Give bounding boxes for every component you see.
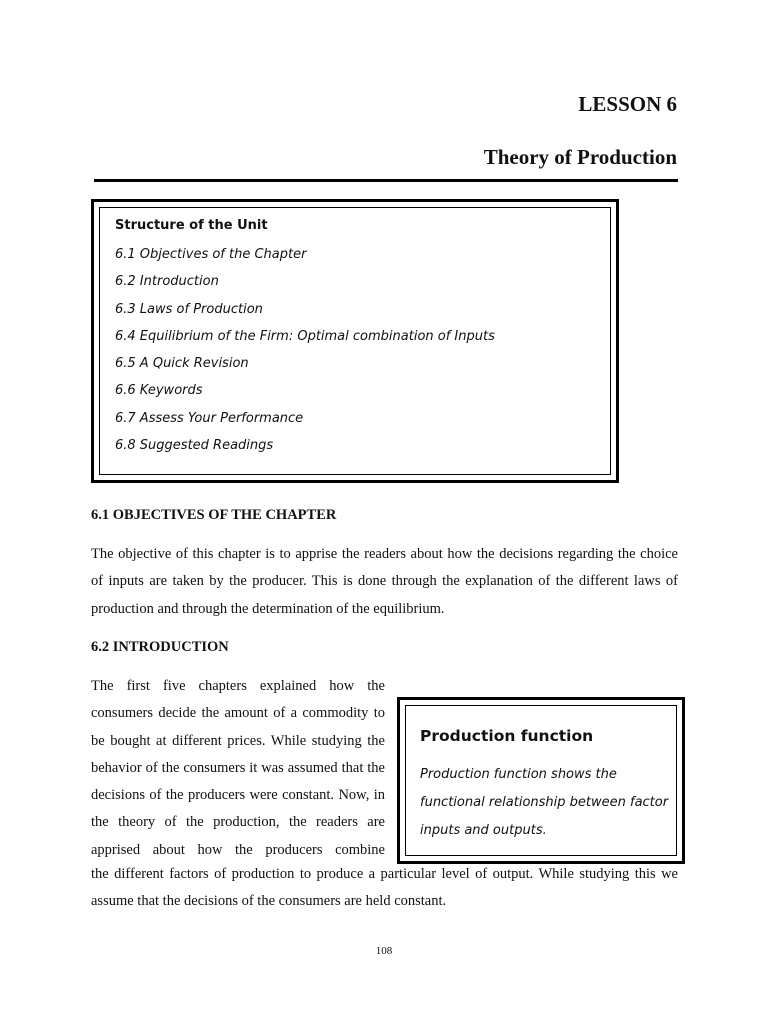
structure-heading: Structure of the Unit [115, 218, 268, 233]
callout-inner-frame [405, 705, 677, 856]
lesson-number: LESSON 6 [578, 92, 677, 116]
callout-text: Production function shows the functional relationship between factor inputs and outputs. [420, 767, 669, 838]
introduction-paragraph-wrapped: The first five chapters explained how the consumers decide the amount of a commodity to be bought at different prices. While studying the behavior of the consumers it was assumed that the decisions of the producers were constant. Now, in the theory of the production, the readers are apprised about how the producers combine [91, 678, 385, 858]
structure-list [115, 246, 495, 464]
structure-item: 6.6 Keywords [115, 383, 203, 399]
production-function-callout [397, 697, 685, 864]
structure-of-unit-box [91, 199, 619, 483]
page-number: 108 [375, 945, 393, 957]
structure-inner-frame [99, 207, 611, 475]
structure-item: 6.1 Objectives of the Chapter [115, 247, 307, 262]
structure-item: 6.2 Introduction [115, 274, 219, 290]
introduction-heading: 6.2 INTRODUCTION [91, 639, 229, 655]
structure-item: 6.7 Assess Your Performance [115, 410, 304, 426]
callout-title: Production function [420, 727, 594, 745]
chapter-title: Theory of Production [483, 145, 677, 169]
structure-item: 6.3 Laws of Production [115, 301, 263, 317]
structure-item: 6.8 Suggested Readings [115, 438, 274, 454]
introduction-paragraph-continued: the different factors of production to produce a particular level of output. While studying this we assume that the decisions of the consumers are held constant. [91, 866, 678, 910]
objectives-heading: 6.1 OBJECTIVES OF THE CHAPTER [91, 507, 337, 523]
title-divider [94, 179, 678, 182]
objectives-paragraph: The objective of this chapter is to apprise the readers about how the decisions regarding the choice of inputs are taken by the producer. This is done through the explanation of the different laws of production and through the determination of the equilibrium. [91, 546, 678, 617]
structure-item: 6.4 Equilibrium of the Firm: Optimal combination of Inputs [115, 328, 495, 344]
structure-item: 6.5 A Quick Revision [115, 356, 249, 372]
